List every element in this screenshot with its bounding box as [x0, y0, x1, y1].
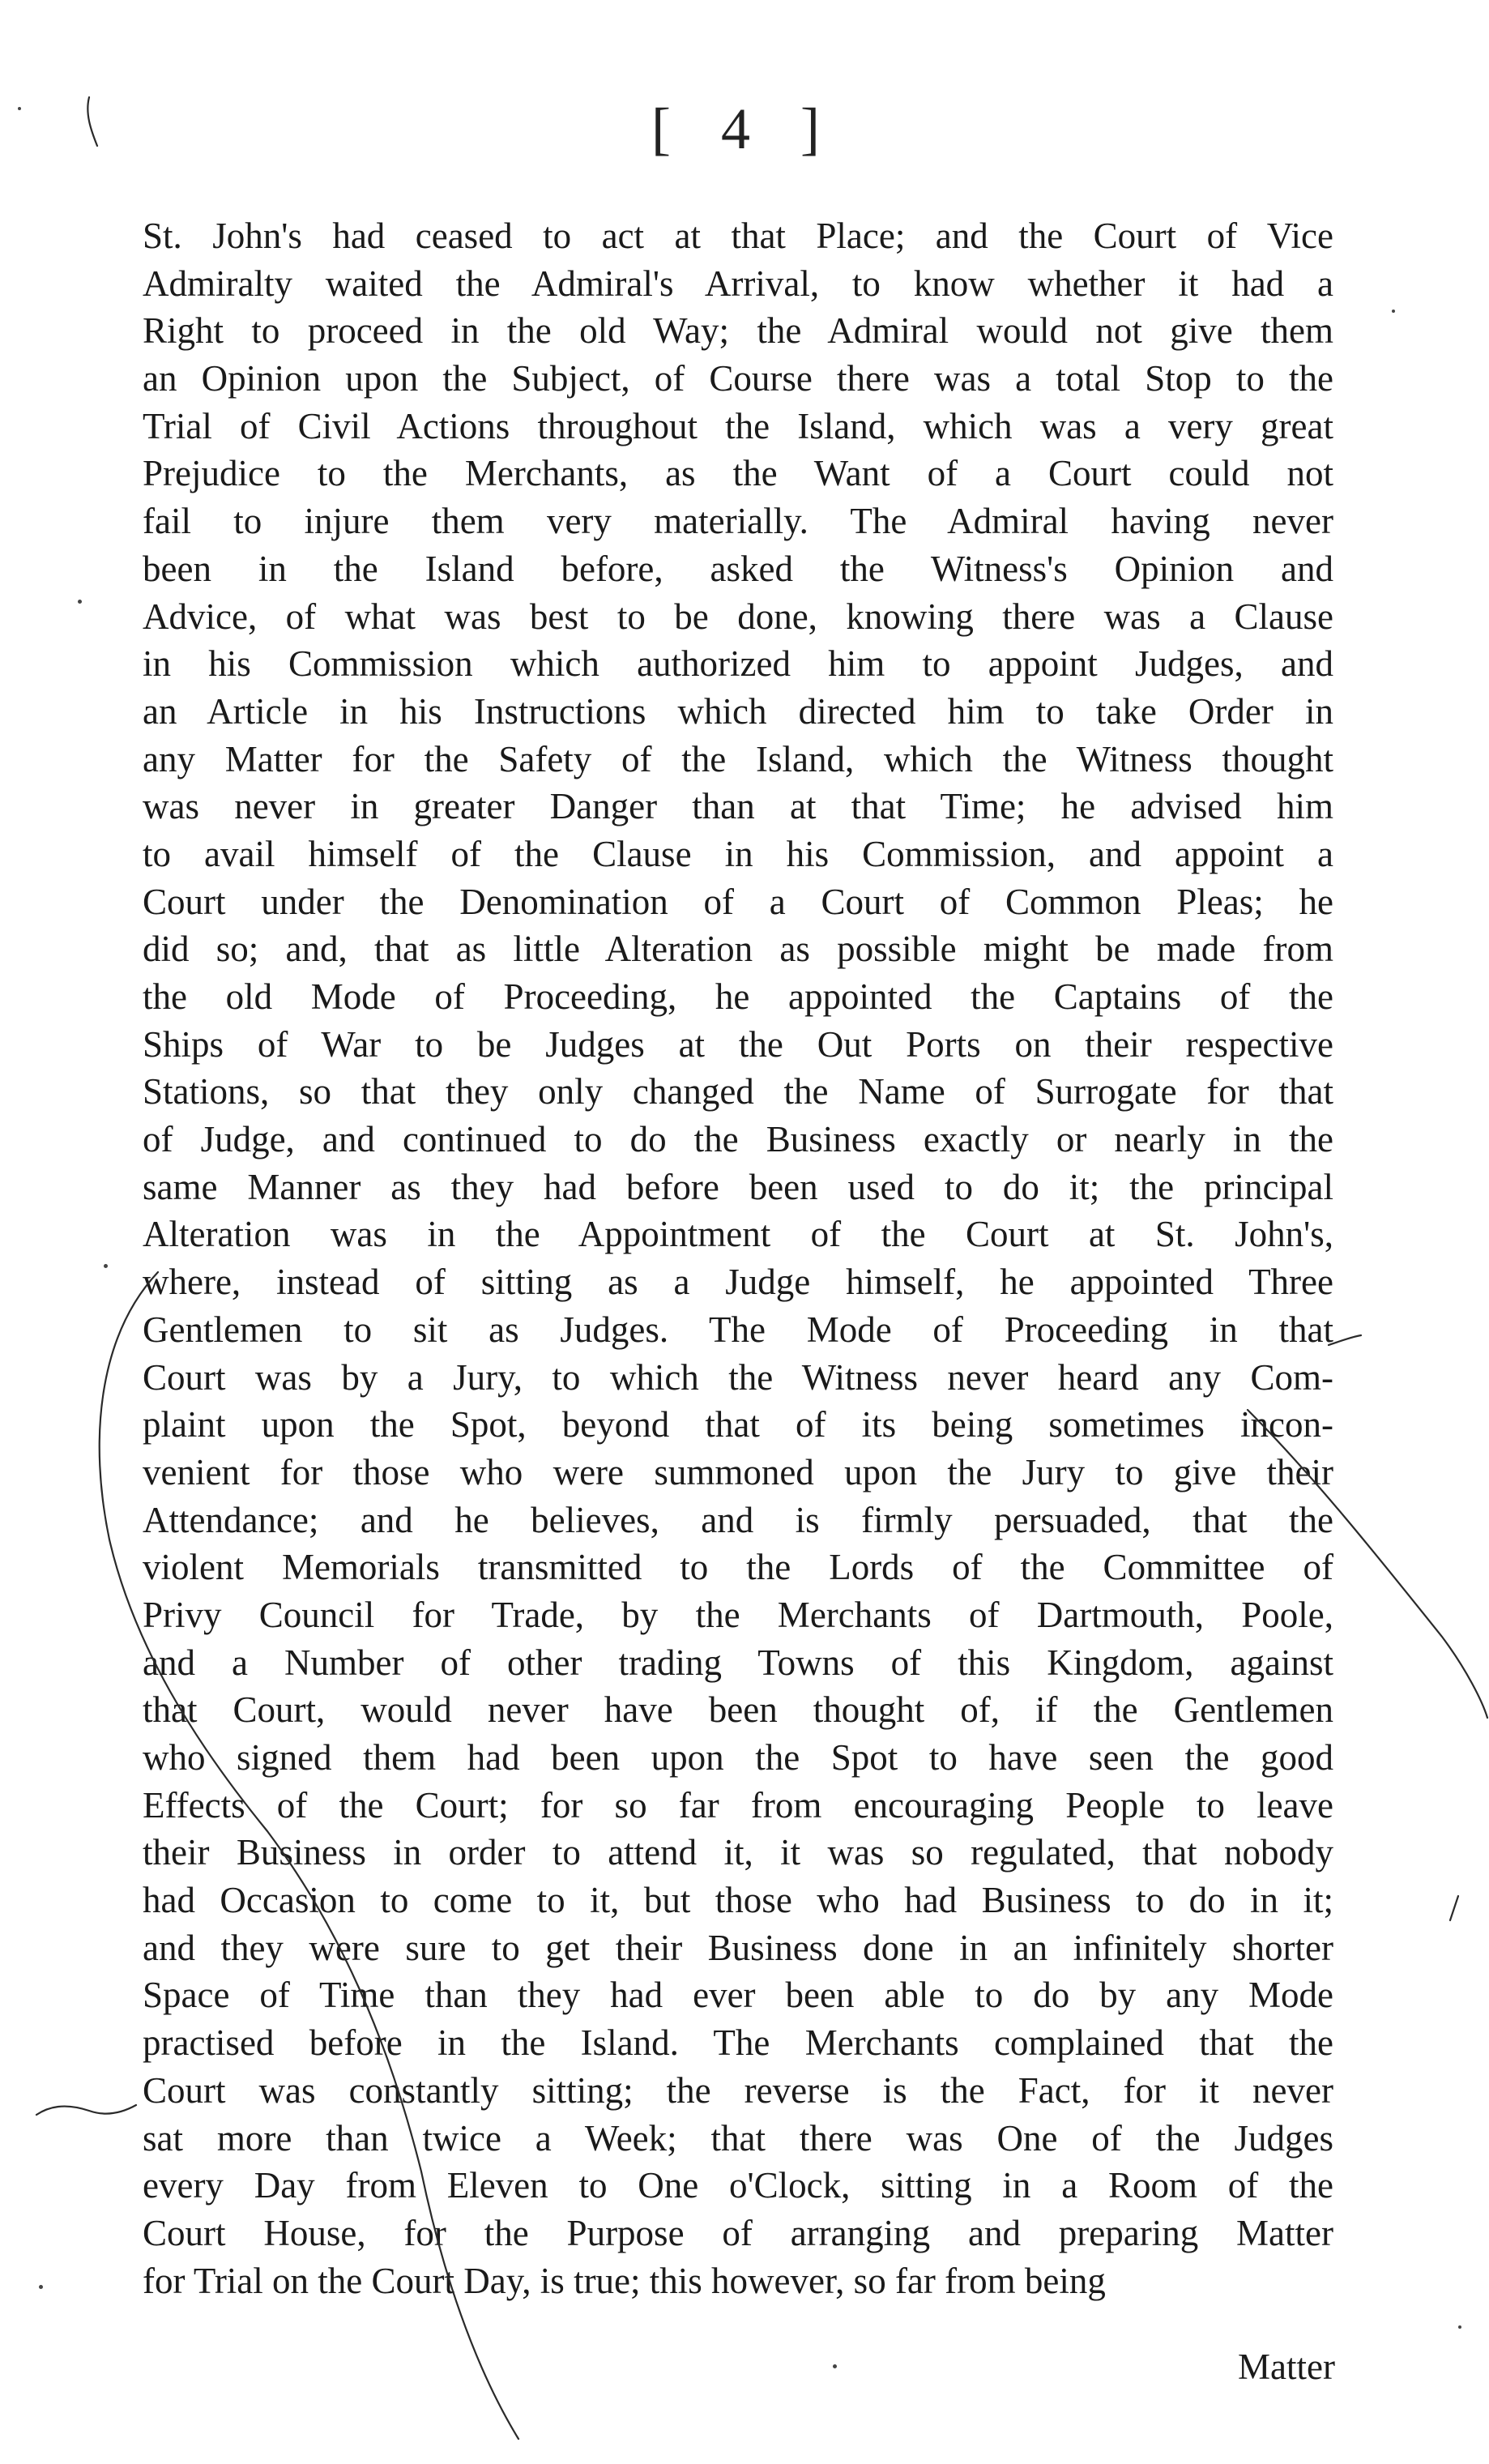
text-line: and they were sure to get their Business done in an infinitely shorter — [143, 1927, 1333, 1968]
text-line: Court House, for the Purpose of arranging and preparing Matter — [143, 2212, 1333, 2253]
text-line: Court was constantly sitting; the reverse is the Fact, for it never — [143, 2069, 1333, 2111]
text-line: venient for those who were summoned upon the Jury to give their — [143, 1451, 1333, 1492]
text-line: Court under the Denomination of a Court of Common Pleas; he — [143, 881, 1333, 922]
text-line: Alteration was in the Appointment of the Court at St. John's, — [143, 1214, 1333, 1255]
text-line: sat more than twice a Week; that there was One of the Judges — [143, 2117, 1333, 2159]
text-line: Attendance; and he believes, and is firmly persuaded, that the — [143, 1499, 1333, 1540]
text-line: any Matter for the Safety of the Island, which the Witness thought — [143, 738, 1333, 779]
paper-speck — [78, 600, 82, 604]
text-line: Stations, so that they only changed the Name of Surrogate for that — [143, 1071, 1333, 1112]
page-number: [ 4 ] — [651, 96, 838, 161]
text-line: St. John's had ceased to act at that Place; and the Court of Vice — [143, 216, 1333, 256]
text-line: who signed them had been upon the Spot to have seen the good — [143, 1737, 1333, 1778]
body-text — [143, 212, 1333, 2304]
text-line: same Manner as they had before been used to do it; the principal — [143, 1166, 1333, 1207]
catchword: Matter — [1238, 2347, 1335, 2387]
text-line: Effects of the Court; for so far from encouraging People to leave — [143, 1784, 1333, 1826]
paper-speck — [1392, 310, 1395, 313]
text-line: Trial of Civil Actions throughout the Island, which was a very great — [143, 405, 1333, 446]
text-line: the old Mode of Proceeding, he appointed the Captains of the — [143, 976, 1333, 1017]
text-line: Admiralty waited the Admiral's Arrival, to know whether it had a — [143, 263, 1333, 304]
text-line: to avail himself of the Clause in his Commission, and appoint a — [143, 833, 1333, 874]
paper-speck — [104, 1264, 108, 1268]
text-line: Court was by a Jury, to which the Witness never heard any Com- — [143, 1356, 1333, 1398]
text-line: Ships of War to be Judges at the Out Ports on their respective — [143, 1023, 1333, 1065]
text-line: Prejudice to the Merchants, as the Want of a Court could not — [143, 453, 1333, 494]
paper-speck — [39, 2285, 43, 2289]
text-line: every Day from Eleven to One o'Clock, sitting in a Room of the — [143, 2165, 1333, 2206]
text-line: for Trial on the Court Day, is true; this however, so far from being — [143, 2260, 1106, 2301]
text-line: Gentlemen to sit as Judges. The Mode of Proceeding in that — [143, 1309, 1333, 1350]
text-line: and a Number of other trading Towns of this Kingdom, against — [143, 1642, 1333, 1683]
text-line: an Article in his Instructions which directed him to take Order in — [143, 690, 1333, 732]
text-line: practised before in the Island. The Merchants complained that the — [143, 2022, 1333, 2064]
text-line: Privy Council for Trade, by the Merchants of Dartmouth, Poole, — [143, 1594, 1333, 1635]
text-line: plaint upon the Spot, beyond that of its being sometimes incon- — [143, 1404, 1333, 1446]
text-line: was never in greater Danger than at that Time; he advised him — [143, 786, 1333, 827]
text-line: violent Memorials transmitted to the Lords of the Committee of — [143, 1547, 1333, 1588]
text-line: Advice, of what was best to be done, knowing there was a Clause — [143, 596, 1333, 637]
text-line: did so; and, that as little Alteration as possible might be made from — [143, 929, 1333, 970]
text-line: of Judge, and continued to do the Business exactly or nearly in the — [143, 1119, 1333, 1160]
text-line: in his Commission which authorized him to appoint Judges, and — [143, 643, 1333, 685]
text-line: Right to proceed in the old Way; the Admiral would not give them — [143, 310, 1333, 352]
paper-speck — [833, 2364, 837, 2368]
text-line: where, instead of sitting as a Judge himself, he appointed Three — [143, 1262, 1333, 1303]
text-line: Space of Time than they had ever been able to do by any Mode — [143, 1975, 1333, 2016]
text-line: an Opinion upon the Subject, of Course there was a total Stop to the — [143, 358, 1333, 399]
text-line: had Occasion to come to it, but those who had Business to do in it; — [143, 1880, 1333, 1921]
paper-speck — [1458, 2325, 1461, 2329]
text-line: their Business in order to attend it, it was so regulated, that nobody — [143, 1832, 1333, 1873]
text-line: been in the Island before, asked the Witness's Opinion and — [143, 548, 1333, 589]
text-line: fail to injure them very materially. The Admiral having never — [143, 501, 1333, 542]
text-line: that Court, would never have been thought of, if the Gentlemen — [143, 1689, 1333, 1731]
paper-speck — [18, 107, 21, 110]
